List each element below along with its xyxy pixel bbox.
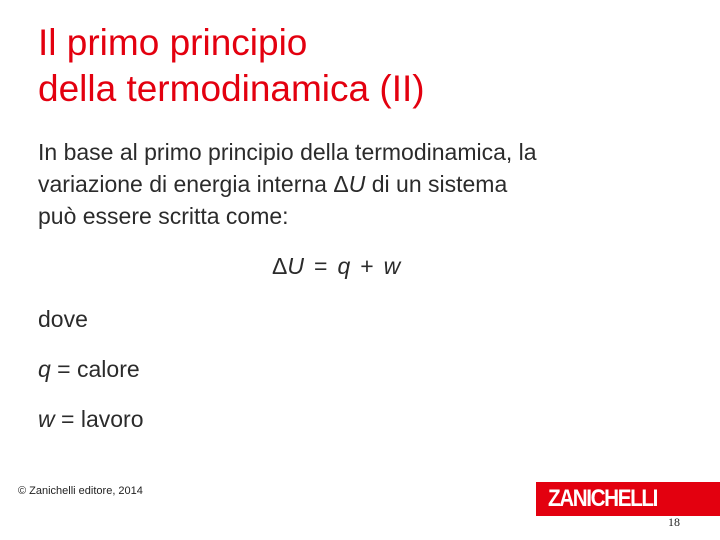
dove-label: dove xyxy=(38,306,88,332)
intro-line-3: può essere scritta come: xyxy=(38,203,289,229)
zanichelli-logo xyxy=(536,482,720,516)
intro-paragraph xyxy=(38,136,678,232)
copyright-footer: © Zanichelli editore, 2014 xyxy=(18,485,143,497)
equation-w: w xyxy=(383,253,401,279)
w-symbol: w xyxy=(38,406,55,432)
w-definition xyxy=(38,403,143,435)
slide-title xyxy=(38,20,678,112)
w-text: = lavoro xyxy=(54,406,144,432)
title-line-1: Il primo principio xyxy=(38,22,308,63)
equation-equals: = xyxy=(314,253,328,279)
equation-q: q xyxy=(337,253,351,279)
q-definition xyxy=(38,353,140,385)
q-text: = calore xyxy=(50,356,140,382)
first-law-equation xyxy=(272,250,400,282)
q-symbol: q xyxy=(38,356,51,382)
equation-u: U xyxy=(287,253,304,279)
page-number: 18 xyxy=(668,515,680,529)
equation-delta: Δ xyxy=(272,253,288,279)
logo-text: ZANICHELLI xyxy=(548,485,657,512)
title-line-2: della termodinamica (II) xyxy=(38,68,425,109)
equation-plus: + xyxy=(360,253,374,279)
intro-line-1: In base al primo principio della termodinamica, la xyxy=(38,139,537,165)
intro-line-2: variazione di energia interna ΔU di un sistema xyxy=(38,171,508,197)
